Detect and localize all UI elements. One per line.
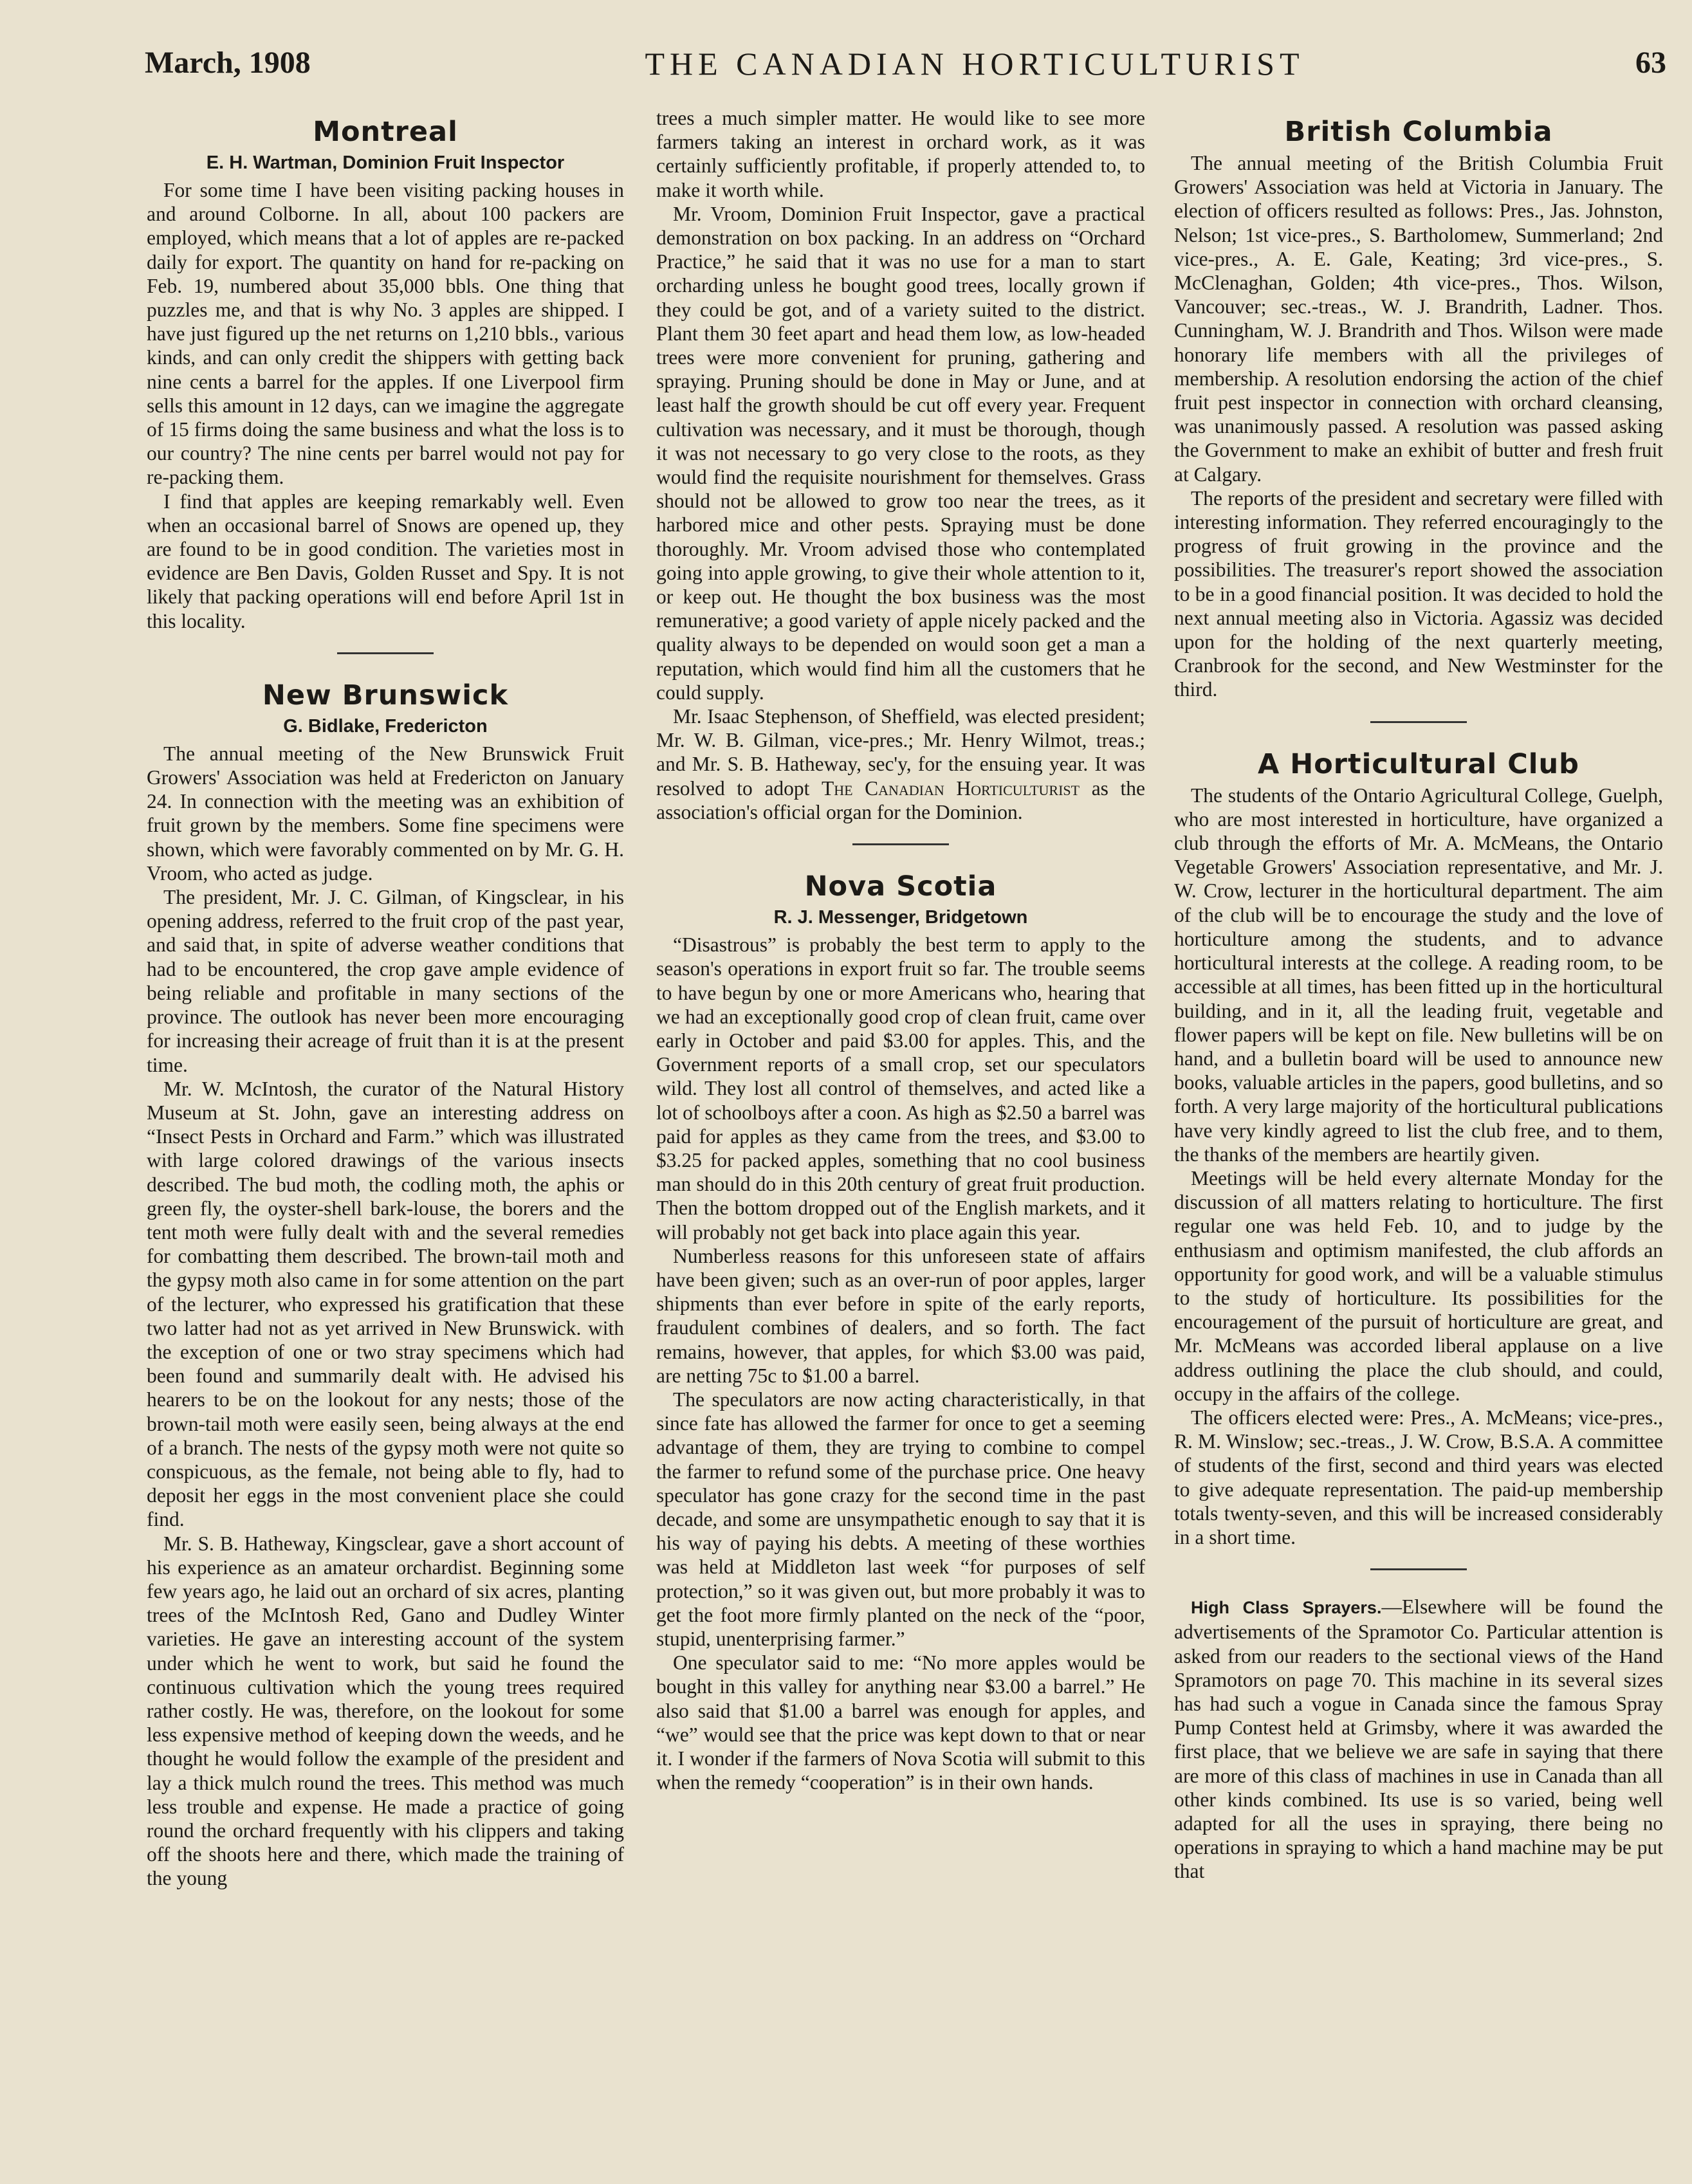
- text-run: as the association's official organ for the Dominion.: [656, 776, 1146, 823]
- article-title: Nova Scotia: [804, 870, 997, 903]
- paragraph: Mr. S. B. Hatheway, Kingsclear, gave a short account of his experience as an amateur orchardist. Beginning some few years ago, he laid out an orchard of six acres, planting trees of the McIntosh Red, Gano and Dudley Winter varieties. He gave an interesting account of the system under which he went to work, but said he found the continuous cultivation which the young trees required rather costly. He was, therefore, on the lookout for some less expensive method of keeping down the weeds, and he thought he would follow the example of the president and lay a thick mulch round the trees. This method was much less trouble and expense. He made a practice of going round the orchard frequently with his clippers and taking off the shoots here and there, which made the training of the young: [147, 1532, 624, 1890]
- paragraph: “Disastrous” is probably the best term to apply to the season's operations in export fruit so far. The trouble seems to have begun by one or more Americans who, hearing that we had an exceptionally good crop of clean fruit, came over early in October and paid $3.00 for apples. This, and the Government reports of a small crop, set our speculators wild. They lost all control of themselves, and acted like a lot of schoolboys after a coon. As high as $2.50 a barrel was paid for apples as they came from the trees, and $3.00 to $3.25 for packed apples, something that no cool business man should do in this 20th century of great fruit production. Then the bottom dropped out of the English markets, and it will probably not get back into place again this year.: [656, 933, 1145, 1243]
- paragraph: The reports of the president and secretary were filled with interesting information. They referred encouragingly to the progress of fruit growing in the province and the possibilities. The treasurer's report showed the association to be in a good financial position. It was decided to hold the next annual meeting also in Victoria. Agassiz was decided upon for the holding of the next quarterly meeting, Cranbrook for the second, and New Westminster for the third.: [1174, 486, 1663, 701]
- article-title: British Columbia: [1284, 116, 1553, 148]
- article-high-class-sprayers: [1174, 1595, 1663, 1883]
- run-in-heading: High Class Sprayers.: [1191, 1598, 1382, 1618]
- article-byline: R. J. Messenger, Bridgetown: [773, 907, 1028, 928]
- paragraph: The president, Mr. J. C. Gilman, of Kingsclear, in his opening address, referred to the fruit crop of the past year, and said that, in spite of adverse weather conditions that had to be encountered, the crop gave ample evidence of being reliable and profitable in many sections of the province. The outlook has never been more encouraging for increasing their acreage of fruit than it is at the present time.: [147, 886, 624, 1076]
- paragraph: [1174, 1595, 1663, 1883]
- paragraph: One speculator said to me: “No more apples would be bought in this valley for anything near $3.00 a barrel.” He also said that $1.00 a barrel was enough for apples, and “we” would see that the price was kept down to that or near it. I wonder if the farmers of Nova Scotia will submit to this when the remedy “cooperation” is in their own hands.: [656, 1651, 1145, 1794]
- column-2: [656, 106, 1145, 1794]
- paragraph: The annual meeting of the New Brunswick Fruit Growers' Association was held at Fredericton on January 24. In connection with the meeting was an exhibition of fruit grown by the members. Some fine specimens were shown, which were favorably commented on by Mr. G. H. Vroom, who acted as judge.: [147, 742, 624, 885]
- article-byline: G. Bidlake, Fredericton: [283, 715, 488, 737]
- article-british-columbia: [1174, 115, 1663, 702]
- publication-name: The Canadian Horticulturist: [821, 776, 1080, 800]
- paragraph: Numberless reasons for this unforeseen state of affairs have been given; such as an over-run of poor apples, larger shipments than ever before in spite of the early reports, fraudulent combines of dealers, and so forth. The fact remains, however, that apples, for which $3.00 was paid, are netting 75c to $1.00 a barrel.: [656, 1244, 1145, 1387]
- paragraph: Mr. W. McIntosh, the curator of the Natural History Museum at St. John, gave an interesting address on “Insect Pests in Orchard and Farm.” which was illustrated with large colored drawings of the various insects described. The bud moth, the codling moth, the aphis or green fly, the oyster-shell bark-louse, the borers and the tent moth were fully dealt with and the several remedies for combatting them described. The brown-tail moth and the gypsy moth also came in for some attention on the part of the lecturer, who expressed his gratification that these two latter had not as yet arrived in New Brunswick. with the exception of one or two stray specimens which had been found and summarily dealt with. He advised his hearers to be on the lookout for any nests; those of the brown-tail moth were easily seen, being always at the end of a branch. The nests of the gypsy moth were not quite so conspicuous, as the female, not being able to fly, had to deposit her eggs in the most convenient place she could find.: [147, 1077, 624, 1531]
- paragraph: The annual meeting of the British Columbia Fruit Growers' Association was held at Victoria in January. The election of officers resulted as follows: Pres., Jas. Johnston, Nelson; 1st vice-pres., S. Bartholomew, Summerland; 2nd vice-pres., A. E. Gale, Keating; 3rd vice-pres., S. McClenaghan, Golden; 4th vice-pres., Thos. Wilson, Vancouver; sec.-treas., W. J. Brandrith, Ladner. Thos. Cunningham, W. J. Brandrith and Thos. Wilson were made honorary life members with all the privileges of membership. A resolution endorsing the action of the chief fruit pest inspector in connection with orchard cleansing, was unanimously passed. A resolution was passed asking the Government to make an exhibit of butter and fresh fruit at Calgary.: [1174, 152, 1663, 486]
- article-title: A Horticultural Club: [1258, 748, 1579, 780]
- article-nova-scotia: [656, 870, 1145, 1794]
- column-3: [1174, 106, 1663, 1884]
- article-new-brunswick: [147, 679, 624, 1891]
- text-run: —Elsewhere will be found the advertisements of the Spramotor Co. Particular attention is asked from our readers to the sectional views of the Hand Spramotors on page 70. This machine in its several sizes has had such a vogue in Canada since the famous Spray Pump Contest held at Grimsby, where it was awarded the first place, that we believe we are safe in saying that there are more of this class of machines in use in Canada than all other kinds combined. Its use is so varied, being well adapted for all the uses in spraying, there being no operations in spraying to which a hand machine may be put that: [1174, 1595, 1663, 1883]
- paragraph: Mr. Vroom, Dominion Fruit Inspector, gave a practical demonstration on box packing. In an address on “Orchard Practice,” he said that it was no use for a man to start orcharding unless he bought good trees, locally grown if they could be got, and of a variety suited to the district. Plant them 30 feet apart and head them low, as low-headed trees were more convenient for pruning, gathering and spraying. Pruning should be done in May or June, and at least half the growth should be cut off every year. Frequent cultivation was necessary, and it must be thorough, though it was not necessary to go very close to the roots, as they would find the requisite nourishment for themselves. Grass should not be allowed to grow too near the trees, as it harbored mice and other pests. Spraying must be done thoroughly. Mr. Vroom advised those who contemplated going into apple growing, to give their whole attention to it, or keep out. He thought the box business was the most remunerative; a good variety of apple nicely packed and the quality always to be depended on would soon get a man a reputation, which would find him all the customers that he could supply.: [656, 202, 1145, 704]
- section-divider: [1370, 1568, 1467, 1570]
- page-header: [145, 45, 1666, 90]
- section-divider: [337, 652, 434, 654]
- article-title: New Brunswick: [262, 679, 509, 711]
- section-divider: [852, 843, 949, 845]
- issue-date: March, 1908: [145, 46, 311, 80]
- paragraph: For some time I have been visiting packing houses in and around Colborne. In all, about 100 packers are employed, which means that a lot of apples are re-packed daily for export. The quantity on hand for re-packing on Feb. 19, numbered about 35,000 bbls. One thing that puzzles me, and that is why No. 3 apples are shipped. I have just figured up the net returns on 1,210 bbls., various kinds, and can only credit the shippers with getting back nine cents a barrel for the apples. If one Liverpool firm sells this amount in 12 days, can we imagine the aggregate of 15 firms doing the same business and what the loss is to our country? The nine cents per barrel would not pay for re-packing them.: [147, 179, 624, 489]
- paragraph: The officers elected were: Pres., A. McMeans; vice-pres., R. M. Winslow; sec.-treas., J. W. Crow, B.S.A. A committee of students of the first, second and third years was elected to give adequate representation. The paid-up membership totals twenty-seven, and this will be increased considerably in a short time.: [1174, 1406, 1663, 1548]
- column-1: [147, 106, 624, 1891]
- masthead: THE CANADIAN HORTICULTURIST: [645, 46, 1305, 82]
- article-title: Montreal: [313, 116, 458, 148]
- section-divider: [1370, 721, 1467, 723]
- article-byline: E. H. Wartman, Dominion Fruit Inspector: [206, 152, 565, 173]
- paragraph: I find that apples are keeping remarkably well. Even when an occasional barrel of Snows are opened up, they are found to be in good condition. The varieties most in evidence are Ben Davis, Golden Russet and Spy. It is not likely that packing operations will end before April 1st in this locality.: [147, 490, 624, 632]
- page-number: 63: [1635, 46, 1666, 80]
- paragraph: The students of the Ontario Agricultural College, Guelph, who are most interested in horticulture, have organized a club through the efforts of Mr. A. McMeans, the Ontario Vegetable Growers' Association representative, and Mr. J. W. Crow, lecturer in the horticultural department. The aim of the club will be to encourage the study and the love of horticulture among the students, and to advance horticultural interests at the college. A reading room, to be accessible at all times, has been fitted up in the horticultural building, and in it, all the leading fruit, vegetable and flower papers will be kept on file. New bulletins will be on hand, and a bulletin board will be used to announce new books, valuable articles in the papers, good bulletins, and so forth. A very large majority of the horticultural publications have very kindly agreed to list the club free, and to them, the thanks of the members are heartily given.: [1174, 784, 1663, 1166]
- paragraph: trees a much simpler matter. He would like to see more farmers taking an interest in orchard work, as it was certainly sufficiently profitable, if properly attended to, to make it worth while.: [656, 107, 1145, 201]
- text-run: Mr. Isaac Stephenson, of Sheffield, was elected president; Mr. W. B. Gilman, vice-pres.; Mr. Henry Wilmot, treas.; and Mr. S. B. Hatheway, sec'y, for the ensuing year. It was resolved to adopt: [656, 705, 1145, 800]
- paragraph: [656, 704, 1145, 824]
- paragraph: Meetings will be held every alternate Monday for the discussion of all matters relating to horticulture. The first regular one was held Feb. 10, and to judge by the enthusiasm and optimism manifested, the club affords an opportunity for good work, and will be a valuable stimulus to the study of horticulture. Its possibilities for the encouragement of the pursuit of horticulture are great, and Mr. McMeans was accorded liberal applause on a live address outlining the place the club should, and could, occupy in the affairs of the college.: [1174, 1166, 1663, 1405]
- article-montreal: [147, 115, 624, 633]
- article-horticultural-club: [1174, 748, 1663, 1550]
- paragraph: The speculators are now acting characteristically, in that since fate has allowed the farmer for once to get a seeming advantage of them, they are trying to combine to compel the farmer to refund some of the purchase price. One heavy speculator has gone crazy for the second time in the past decade, and some are unsympathetic enough to say that it is his way of paying his debts. A meeting of these worthies was held at Middleton last week “for purposes of self protection,” so it was given out, but more probably it was to get the foot more firmly planted on the neck of the “poor, stupid, unenterprising farmer.”: [656, 1388, 1145, 1650]
- article-new-brunswick-continued: [656, 106, 1145, 824]
